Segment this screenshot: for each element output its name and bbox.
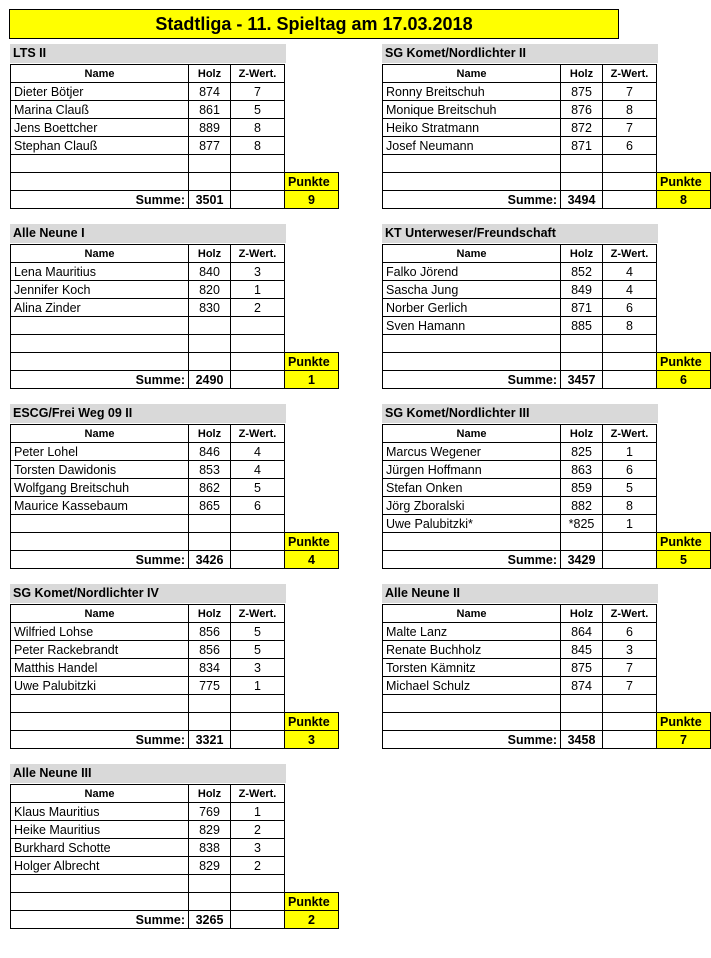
punkte-value: 8 (657, 191, 711, 209)
table-row (383, 497, 711, 515)
player-zwert: 1 (231, 677, 285, 695)
table-row (11, 83, 339, 101)
player-zwert: 2 (231, 821, 285, 839)
player-holz: 882 (561, 497, 603, 515)
player-holz: 856 (189, 623, 231, 641)
team-block-5 (382, 404, 711, 569)
player-zwert: 8 (231, 119, 285, 137)
table-row (383, 299, 711, 317)
points-label-row (11, 533, 339, 551)
table-row (11, 335, 339, 353)
table-row (11, 317, 339, 335)
table-row (383, 137, 711, 155)
summe-value: 3426 (189, 551, 231, 569)
player-zwert: 5 (231, 641, 285, 659)
team-name: ESCG/Frei Weg 09 II (10, 404, 286, 423)
summe-label: Summe: (11, 551, 189, 569)
summe-label: Summe: (11, 371, 189, 389)
player-zwert: 7 (603, 659, 657, 677)
player-name: Jürgen Hoffmann (383, 461, 561, 479)
player-zwert: 5 (603, 479, 657, 497)
summe-value: 2490 (189, 371, 231, 389)
score-table (382, 604, 711, 749)
points-label-row (383, 533, 711, 551)
punkte-value: 1 (285, 371, 339, 389)
header-name: Name (383, 245, 561, 263)
header-name: Name (383, 65, 561, 83)
table-header (11, 425, 339, 443)
table-row (11, 479, 339, 497)
score-table (382, 244, 711, 389)
player-holz (189, 515, 231, 533)
player-holz: 834 (189, 659, 231, 677)
page-title: Stadtliga - 11. Spieltag am 17.03.2018 (9, 9, 619, 39)
player-name: Holger Albrecht (11, 857, 189, 875)
summe-value: 3458 (561, 731, 603, 749)
player-holz: 874 (189, 83, 231, 101)
player-name: Matthis Handel (11, 659, 189, 677)
player-holz: 829 (189, 821, 231, 839)
player-holz (189, 155, 231, 173)
player-holz (561, 335, 603, 353)
table-row (383, 515, 711, 533)
header-zwert: Z-Wert. (231, 245, 285, 263)
player-zwert (231, 875, 285, 893)
player-name: Peter Lohel (11, 443, 189, 461)
player-name: Stephan Clauß (11, 137, 189, 155)
table-row (383, 641, 711, 659)
header-holz: Holz (189, 245, 231, 263)
player-name: Falko Jörend (383, 263, 561, 281)
player-name (383, 695, 561, 713)
sum-row (383, 551, 711, 569)
player-holz: 862 (189, 479, 231, 497)
player-holz: 859 (561, 479, 603, 497)
table-row (383, 443, 711, 461)
table-header (11, 65, 339, 83)
table-row (11, 119, 339, 137)
punkte-label: Punkte (657, 713, 711, 731)
player-zwert: 8 (231, 137, 285, 155)
player-name: Lena Mauritius (11, 263, 189, 281)
header-holz: Holz (561, 245, 603, 263)
team-name: LTS II (10, 44, 286, 63)
header-name: Name (11, 65, 189, 83)
table-row (11, 839, 339, 857)
summe-label: Summe: (383, 371, 561, 389)
player-holz: 775 (189, 677, 231, 695)
player-holz: 853 (189, 461, 231, 479)
player-zwert: 3 (231, 839, 285, 857)
player-name: Marina Clauß (11, 101, 189, 119)
player-holz: *825 (561, 515, 603, 533)
summe-value: 3494 (561, 191, 603, 209)
punkte-value: 4 (285, 551, 339, 569)
player-zwert: 7 (603, 83, 657, 101)
player-holz: 845 (561, 641, 603, 659)
table-row (383, 317, 711, 335)
player-holz: 874 (561, 677, 603, 695)
player-zwert: 1 (603, 515, 657, 533)
player-zwert: 6 (231, 497, 285, 515)
player-zwert: 4 (603, 281, 657, 299)
sum-row (383, 731, 711, 749)
player-zwert: 4 (603, 263, 657, 281)
punkte-label: Punkte (285, 353, 339, 371)
summe-label: Summe: (383, 551, 561, 569)
header-zwert: Z-Wert. (603, 245, 657, 263)
player-zwert (603, 155, 657, 173)
player-holz: 769 (189, 803, 231, 821)
player-holz (189, 317, 231, 335)
table-row (11, 623, 339, 641)
team-name: Alle Neune III (10, 764, 286, 783)
player-zwert: 7 (603, 119, 657, 137)
punkte-value: 6 (657, 371, 711, 389)
player-holz: 865 (189, 497, 231, 515)
header-zwert: Z-Wert. (231, 785, 285, 803)
player-name: Uwe Palubitzki* (383, 515, 561, 533)
sum-row (383, 371, 711, 389)
punkte-label: Punkte (657, 533, 711, 551)
player-name (11, 317, 189, 335)
player-zwert: 6 (603, 137, 657, 155)
player-holz: 840 (189, 263, 231, 281)
table-row (11, 443, 339, 461)
player-holz: 849 (561, 281, 603, 299)
player-name: Torsten Dawidonis (11, 461, 189, 479)
table-row (11, 641, 339, 659)
header-holz: Holz (189, 605, 231, 623)
player-holz: 861 (189, 101, 231, 119)
punkte-value: 3 (285, 731, 339, 749)
sum-row (11, 371, 339, 389)
player-zwert: 8 (603, 101, 657, 119)
player-holz: 877 (189, 137, 231, 155)
score-table (10, 604, 339, 749)
player-holz: 829 (189, 857, 231, 875)
player-name: Burkhard Schotte (11, 839, 189, 857)
score-table (10, 64, 339, 209)
player-name: Malte Lanz (383, 623, 561, 641)
player-zwert: 5 (231, 101, 285, 119)
table-row (383, 83, 711, 101)
table-row (383, 659, 711, 677)
header-holz: Holz (561, 425, 603, 443)
player-name: Wilfried Lohse (11, 623, 189, 641)
player-zwert: 7 (231, 83, 285, 101)
table-row (11, 461, 339, 479)
player-name: Klaus Mauritius (11, 803, 189, 821)
player-name (11, 875, 189, 893)
player-zwert: 5 (231, 623, 285, 641)
summe-value: 3321 (189, 731, 231, 749)
table-row (11, 695, 339, 713)
player-holz: 875 (561, 83, 603, 101)
player-name: Jörg Zboralski (383, 497, 561, 515)
player-holz (189, 695, 231, 713)
player-name: Torsten Kämnitz (383, 659, 561, 677)
team-name: SG Komet/Nordlichter III (382, 404, 658, 423)
player-name: Dieter Bötjer (11, 83, 189, 101)
table-row (11, 857, 339, 875)
player-holz: 852 (561, 263, 603, 281)
header-zwert: Z-Wert. (603, 65, 657, 83)
header-name: Name (383, 605, 561, 623)
player-holz: 885 (561, 317, 603, 335)
punkte-label: Punkte (285, 533, 339, 551)
player-zwert: 6 (603, 623, 657, 641)
player-zwert: 8 (603, 317, 657, 335)
header-zwert: Z-Wert. (231, 605, 285, 623)
table-row (11, 515, 339, 533)
header-zwert: Z-Wert. (603, 425, 657, 443)
score-table (10, 244, 339, 389)
summe-label: Summe: (383, 191, 561, 209)
punkte-value: 9 (285, 191, 339, 209)
player-holz: 889 (189, 119, 231, 137)
summe-label: Summe: (383, 731, 561, 749)
player-name (383, 155, 561, 173)
player-zwert: 1 (231, 281, 285, 299)
header-holz: Holz (189, 65, 231, 83)
header-zwert: Z-Wert. (231, 65, 285, 83)
table-row (11, 263, 339, 281)
punkte-label: Punkte (285, 173, 339, 191)
summe-value: 3265 (189, 911, 231, 929)
table-row (11, 281, 339, 299)
header-name: Name (11, 785, 189, 803)
table-row (383, 335, 711, 353)
player-name (11, 155, 189, 173)
player-name: Ronny Breitschuh (383, 83, 561, 101)
points-label-row (11, 353, 339, 371)
player-holz: 856 (189, 641, 231, 659)
player-zwert: 4 (231, 461, 285, 479)
player-name: Peter Rackebrandt (11, 641, 189, 659)
player-holz: 876 (561, 101, 603, 119)
summe-value: 3457 (561, 371, 603, 389)
player-name (383, 335, 561, 353)
team-block-1 (382, 44, 711, 209)
player-zwert: 1 (603, 443, 657, 461)
player-name: Renate Buchholz (383, 641, 561, 659)
player-holz (189, 875, 231, 893)
player-name (11, 335, 189, 353)
team-block-4 (10, 404, 339, 569)
table-row (383, 101, 711, 119)
player-zwert: 4 (231, 443, 285, 461)
team-name: SG Komet/Nordlichter IV (10, 584, 286, 603)
summe-label: Summe: (11, 731, 189, 749)
player-holz: 838 (189, 839, 231, 857)
sum-row (11, 731, 339, 749)
sum-row (11, 551, 339, 569)
team-block-2 (10, 224, 339, 389)
table-row (383, 479, 711, 497)
table-header (383, 245, 711, 263)
table-row (383, 695, 711, 713)
table-header (11, 245, 339, 263)
summe-label: Summe: (11, 911, 189, 929)
table-row (11, 155, 339, 173)
header-holz: Holz (561, 65, 603, 83)
sum-row (11, 191, 339, 209)
table-row (11, 875, 339, 893)
player-zwert: 1 (231, 803, 285, 821)
punkte-value: 7 (657, 731, 711, 749)
player-name: Jens Boettcher (11, 119, 189, 137)
player-holz: 863 (561, 461, 603, 479)
table-row (11, 677, 339, 695)
table-row (383, 119, 711, 137)
player-zwert (231, 317, 285, 335)
table-row (11, 101, 339, 119)
team-block-0 (10, 44, 339, 209)
player-zwert (231, 335, 285, 353)
player-name: Monique Breitschuh (383, 101, 561, 119)
punkte-label: Punkte (657, 353, 711, 371)
table-header (383, 605, 711, 623)
player-name: Marcus Wegener (383, 443, 561, 461)
player-name: Michael Schulz (383, 677, 561, 695)
player-zwert: 3 (603, 641, 657, 659)
player-name: Uwe Palubitzki (11, 677, 189, 695)
player-zwert: 2 (231, 299, 285, 317)
player-zwert: 8 (603, 497, 657, 515)
team-name: Alle Neune I (10, 224, 286, 243)
table-row (11, 659, 339, 677)
player-name (11, 515, 189, 533)
team-block-3 (382, 224, 711, 389)
team-block-8 (10, 764, 339, 929)
sum-row (383, 191, 711, 209)
points-label-row (383, 713, 711, 731)
player-zwert: 7 (603, 677, 657, 695)
player-holz: 871 (561, 299, 603, 317)
punkte-label: Punkte (657, 173, 711, 191)
player-zwert: 5 (231, 479, 285, 497)
punkte-value: 5 (657, 551, 711, 569)
points-label-row (11, 893, 339, 911)
player-zwert: 6 (603, 299, 657, 317)
header-name: Name (11, 245, 189, 263)
team-name: Alle Neune II (382, 584, 658, 603)
table-row (11, 803, 339, 821)
player-zwert (603, 695, 657, 713)
player-zwert (231, 695, 285, 713)
points-label-row (11, 173, 339, 191)
team-block-6 (10, 584, 339, 749)
team-name: SG Komet/Nordlichter II (382, 44, 658, 63)
points-label-row (383, 353, 711, 371)
player-name: Wolfgang Breitschuh (11, 479, 189, 497)
score-table (10, 784, 339, 929)
player-name (11, 695, 189, 713)
table-header (11, 785, 339, 803)
table-row (11, 299, 339, 317)
player-zwert (231, 515, 285, 533)
header-name: Name (11, 425, 189, 443)
table-row (383, 155, 711, 173)
summe-value: 3429 (561, 551, 603, 569)
header-zwert: Z-Wert. (603, 605, 657, 623)
player-name: Josef Neumann (383, 137, 561, 155)
player-name: Jennifer Koch (11, 281, 189, 299)
table-row (383, 677, 711, 695)
player-zwert: 3 (231, 263, 285, 281)
player-zwert (603, 335, 657, 353)
table-row (383, 281, 711, 299)
header-name: Name (11, 605, 189, 623)
player-holz: 830 (189, 299, 231, 317)
player-holz (561, 695, 603, 713)
table-row (383, 623, 711, 641)
player-zwert (231, 155, 285, 173)
player-name: Heiko Stratmann (383, 119, 561, 137)
points-label-row (11, 713, 339, 731)
table-row (11, 137, 339, 155)
player-name: Sascha Jung (383, 281, 561, 299)
punkte-label: Punkte (285, 893, 339, 911)
player-holz: 871 (561, 137, 603, 155)
table-row (11, 497, 339, 515)
header-zwert: Z-Wert. (231, 425, 285, 443)
team-block-7 (382, 584, 711, 749)
player-holz: 825 (561, 443, 603, 461)
player-name: Alina Zinder (11, 299, 189, 317)
punkte-label: Punkte (285, 713, 339, 731)
player-holz: 864 (561, 623, 603, 641)
points-label-row (383, 173, 711, 191)
header-name: Name (383, 425, 561, 443)
summe-label: Summe: (11, 191, 189, 209)
table-header (383, 425, 711, 443)
table-row (383, 461, 711, 479)
sum-row (11, 911, 339, 929)
score-table (382, 64, 711, 209)
team-name: KT Unterweser/Freundschaft (382, 224, 658, 243)
punkte-value: 2 (285, 911, 339, 929)
player-holz (561, 155, 603, 173)
header-holz: Holz (189, 785, 231, 803)
player-name: Norber Gerlich (383, 299, 561, 317)
player-name: Heike Mauritius (11, 821, 189, 839)
table-row (11, 821, 339, 839)
score-table (10, 424, 339, 569)
player-name: Maurice Kassebaum (11, 497, 189, 515)
table-header (383, 65, 711, 83)
score-table (382, 424, 711, 569)
summe-value: 3501 (189, 191, 231, 209)
player-holz: 872 (561, 119, 603, 137)
player-holz: 846 (189, 443, 231, 461)
player-name: Stefan Onken (383, 479, 561, 497)
header-holz: Holz (189, 425, 231, 443)
player-holz: 875 (561, 659, 603, 677)
player-zwert: 6 (603, 461, 657, 479)
player-name: Sven Hamann (383, 317, 561, 335)
player-zwert: 2 (231, 857, 285, 875)
header-holz: Holz (561, 605, 603, 623)
table-header (11, 605, 339, 623)
table-row (383, 263, 711, 281)
player-zwert: 3 (231, 659, 285, 677)
player-holz (189, 335, 231, 353)
player-holz: 820 (189, 281, 231, 299)
